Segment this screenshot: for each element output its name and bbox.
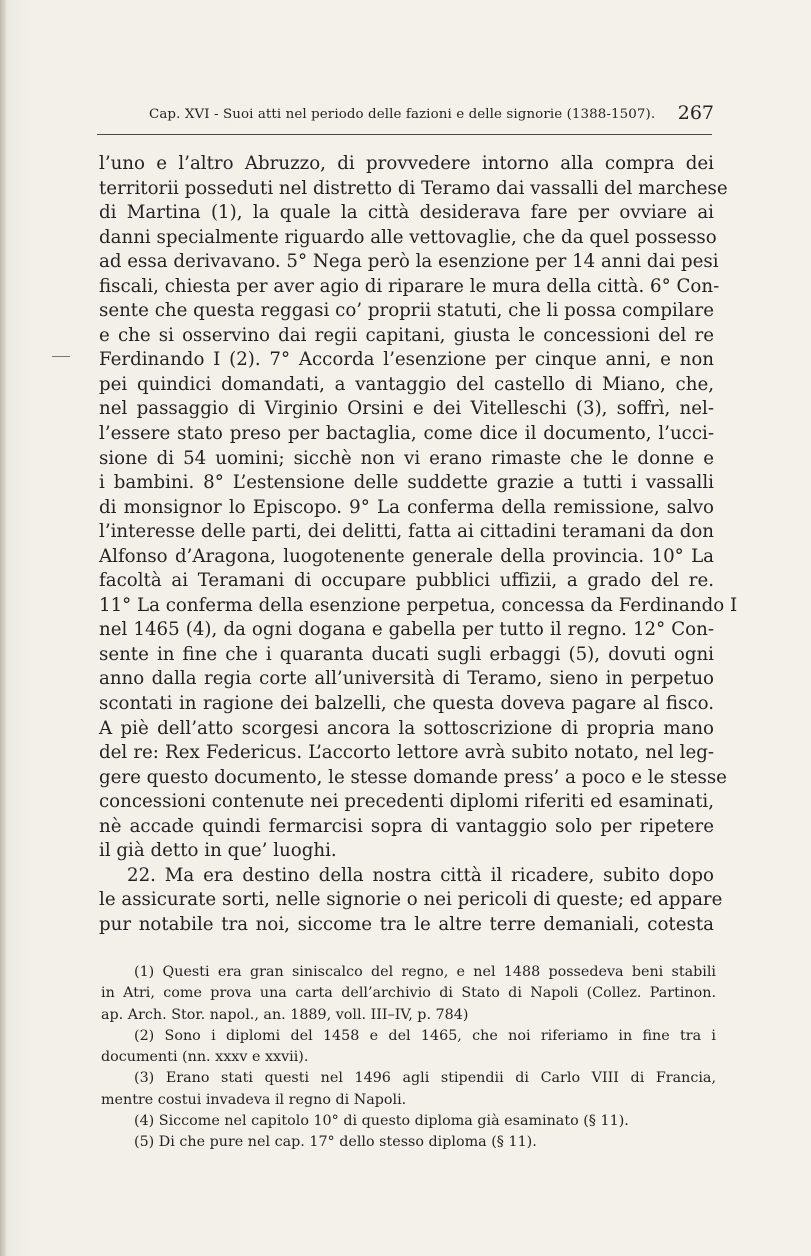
page-number: 267 [677,102,714,124]
text-line: sente in fine che i quaranta ducati sugli erbaggi (5), dovuti ogni [99,643,714,665]
footnote-line: (5) Di che pure nel cap. 17° dello stesso diploma (§ 11). [134,1134,537,1151]
footnote-line: (1) Questi era gran siniscalco del regno, e nel 1488 possedeva beni stabili [134,964,716,980]
text-line: facoltà ai Teramani di occupare pubblici uffizii, a grado del re. [99,570,714,592]
text-line: pei quindici domandati, a vantaggio del castello di Miano, che, [99,373,714,395]
text-line: nè accade quindi fermarcisi sopra di vantaggio solo per ripetere [99,815,714,837]
text-line: A piè dell’atto scorgesi ancora la sottoscrizione di propria mano [99,717,714,739]
margin-mark [52,356,70,357]
text-line: fiscali, chiesta per aver agio di riparare le mura della città. 6° Con- [99,275,720,297]
text-line: le assicurate sorti, nelle signorie o nei pericoli di queste; ed appare [99,889,723,911]
header-rule [97,134,712,135]
text-line: del re: Rex Federicus. L’accorto lettore avrà subito notato, nel leg- [99,742,714,764]
page-spine-shadow [0,0,6,1256]
text-line: scontati in ragione dei balzelli, che questa doveva pagare al fisco. [99,693,714,715]
text-line: nel passaggio di Virginio Orsini e dei Vitelleschi (3), soffrì, nel- [99,398,714,420]
text-line: anno dalla regia corte all’università di Teramo, sieno in perpetuo [99,668,714,690]
running-title: Cap. XVI - Suoi atti nel periodo delle fazioni e delle signorie (1388-1507). [149,107,656,122]
footnote-line: mentre costui invadeva il regno di Napoli. [101,1091,407,1108]
text-line: Ferdinando I (2). 7° Accorda l’esenzione per cinque anni, e non [99,349,714,371]
text-line: ad essa derivavano. 5° Nega però la esenzione per 14 anni dai pesi [99,251,719,273]
text-line: sente che questa reggasi co’ proprii statuti, che li possa compilare [99,300,714,322]
footnote-line: documenti (nn. xxxv e xxvii). [101,1049,309,1066]
body-text [99,152,738,938]
footnotes [101,962,716,1154]
text-line: Alfonso d’Aragona, luogotenente generale della provincia. 10° La [99,545,714,567]
text-line: di monsignor lo Episcopo. 9° La conferma della remissione, salvo [99,496,714,518]
text-line: di Martina (1), la quale la città desiderava fare per ovviare ai [99,202,714,224]
text-line: gere questo documento, le stesse domande press’ a poco e le stesse [99,766,727,788]
text-line: nel 1465 (4), da ogni dogana e gabella per tutto il regno. 12° Con- [99,619,714,641]
footnote-line: ap. Arch. Stor. napol., an. 1889, voll. III–IV, p. 784) [101,1006,469,1023]
text-line: danni specialmente riguardo alle vettovaglie, che da quel possesso [99,226,717,248]
text-line: l’interesse delle parti, dei delitti, fatta ai cittadini teramani da don [99,521,714,543]
text-line: concessioni contenute nei precedenti diplomi riferiti ed esaminati, [99,791,714,813]
footnote-line: (2) Sono i diplomi del 1458 e del 1465, che noi riferiamo in fine tra i [134,1027,716,1044]
text-line: il già detto in que’ luoghi. [99,840,337,862]
footnote-line: (4) Siccome nel capitolo 10° di questo diploma già esaminato (§ 11). [134,1113,629,1130]
text-line: 22. Ma era destino della nostra città il ricadere, subito dopo [127,864,714,886]
text-line: sione di 54 uomini; sicchè non vi erano rimaste che le donne e [99,447,714,469]
footnote-line: (3) Erano stati questi nel 1496 agli stipendii di Carlo VIII di Francia, [134,1070,716,1087]
text-line: l’uno e l’altro Abruzzo, di provvedere intorno alla compra dei [99,153,714,174]
text-line: 11° La conferma della esenzione perpetua, concessa da Ferdinando I [99,594,738,616]
text-line: l’essere stato preso per bactaglia, come dice il documento, l’ucci- [99,423,714,445]
running-header [149,102,714,128]
text-line: e che si osservino dai regii capitani, giusta le concessioni del re [99,324,714,346]
footnote-line: in Atri, come prova una carta dell’archivio di Stato di Napoli (Collez. Partinon. [101,985,716,1002]
text-line: pur notabile tra noi, siccome tra le altre terre demaniali, cotesta [99,913,714,935]
text-line: territorii posseduti nel distretto di Teramo dai vassalli del marchese [99,177,728,199]
text-line: i bambini. 8° L’estensione delle suddette grazie a tutti i vassalli [99,472,714,494]
